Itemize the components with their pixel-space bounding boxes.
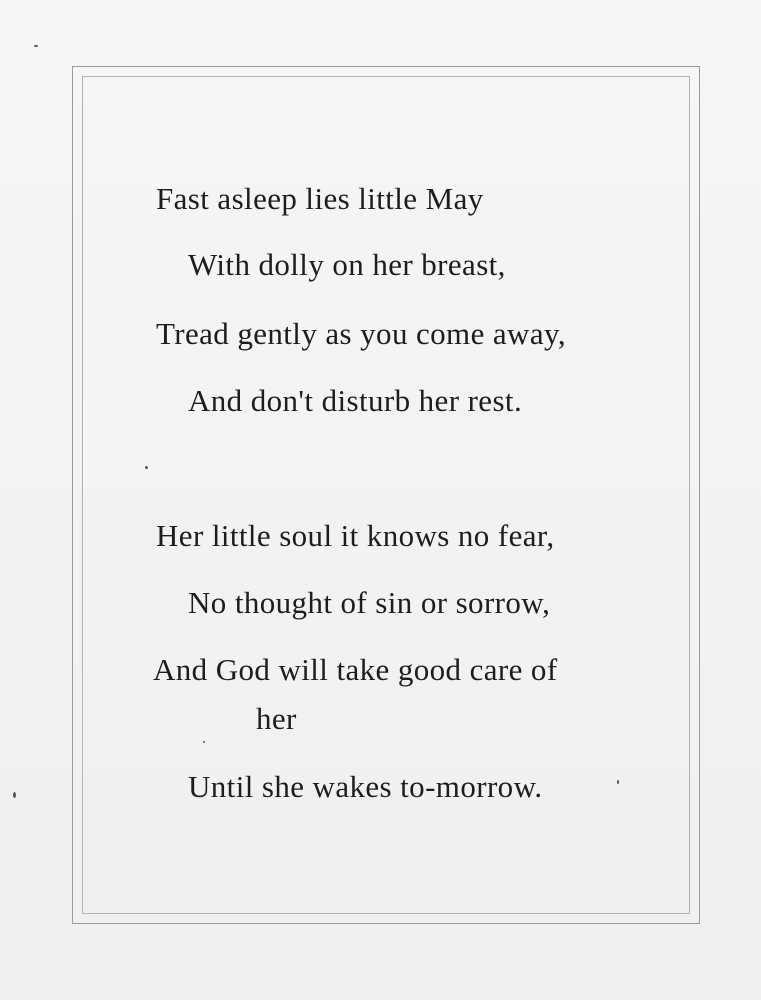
paper-speck: [34, 45, 38, 47]
poem-line: Tread gently as you come away,: [156, 316, 567, 351]
poem-line: Fast asleep lies little May: [156, 181, 484, 216]
poem-line: With dolly on her breast,: [188, 247, 506, 282]
poem-line-continuation: her: [256, 701, 297, 736]
paper-speck: [203, 741, 205, 743]
paper-speck: [617, 780, 619, 784]
poem-line: And God will take good care of: [153, 652, 558, 687]
poem-line: Until she wakes to-morrow.: [188, 769, 543, 804]
poem-line: Her little soul it knows no fear,: [156, 518, 555, 553]
paper-speck: [145, 466, 148, 469]
paper-speck: [13, 792, 16, 798]
poem-line: And don't disturb her rest.: [188, 383, 523, 418]
poem-line: No thought of sin or sorrow,: [188, 585, 551, 620]
